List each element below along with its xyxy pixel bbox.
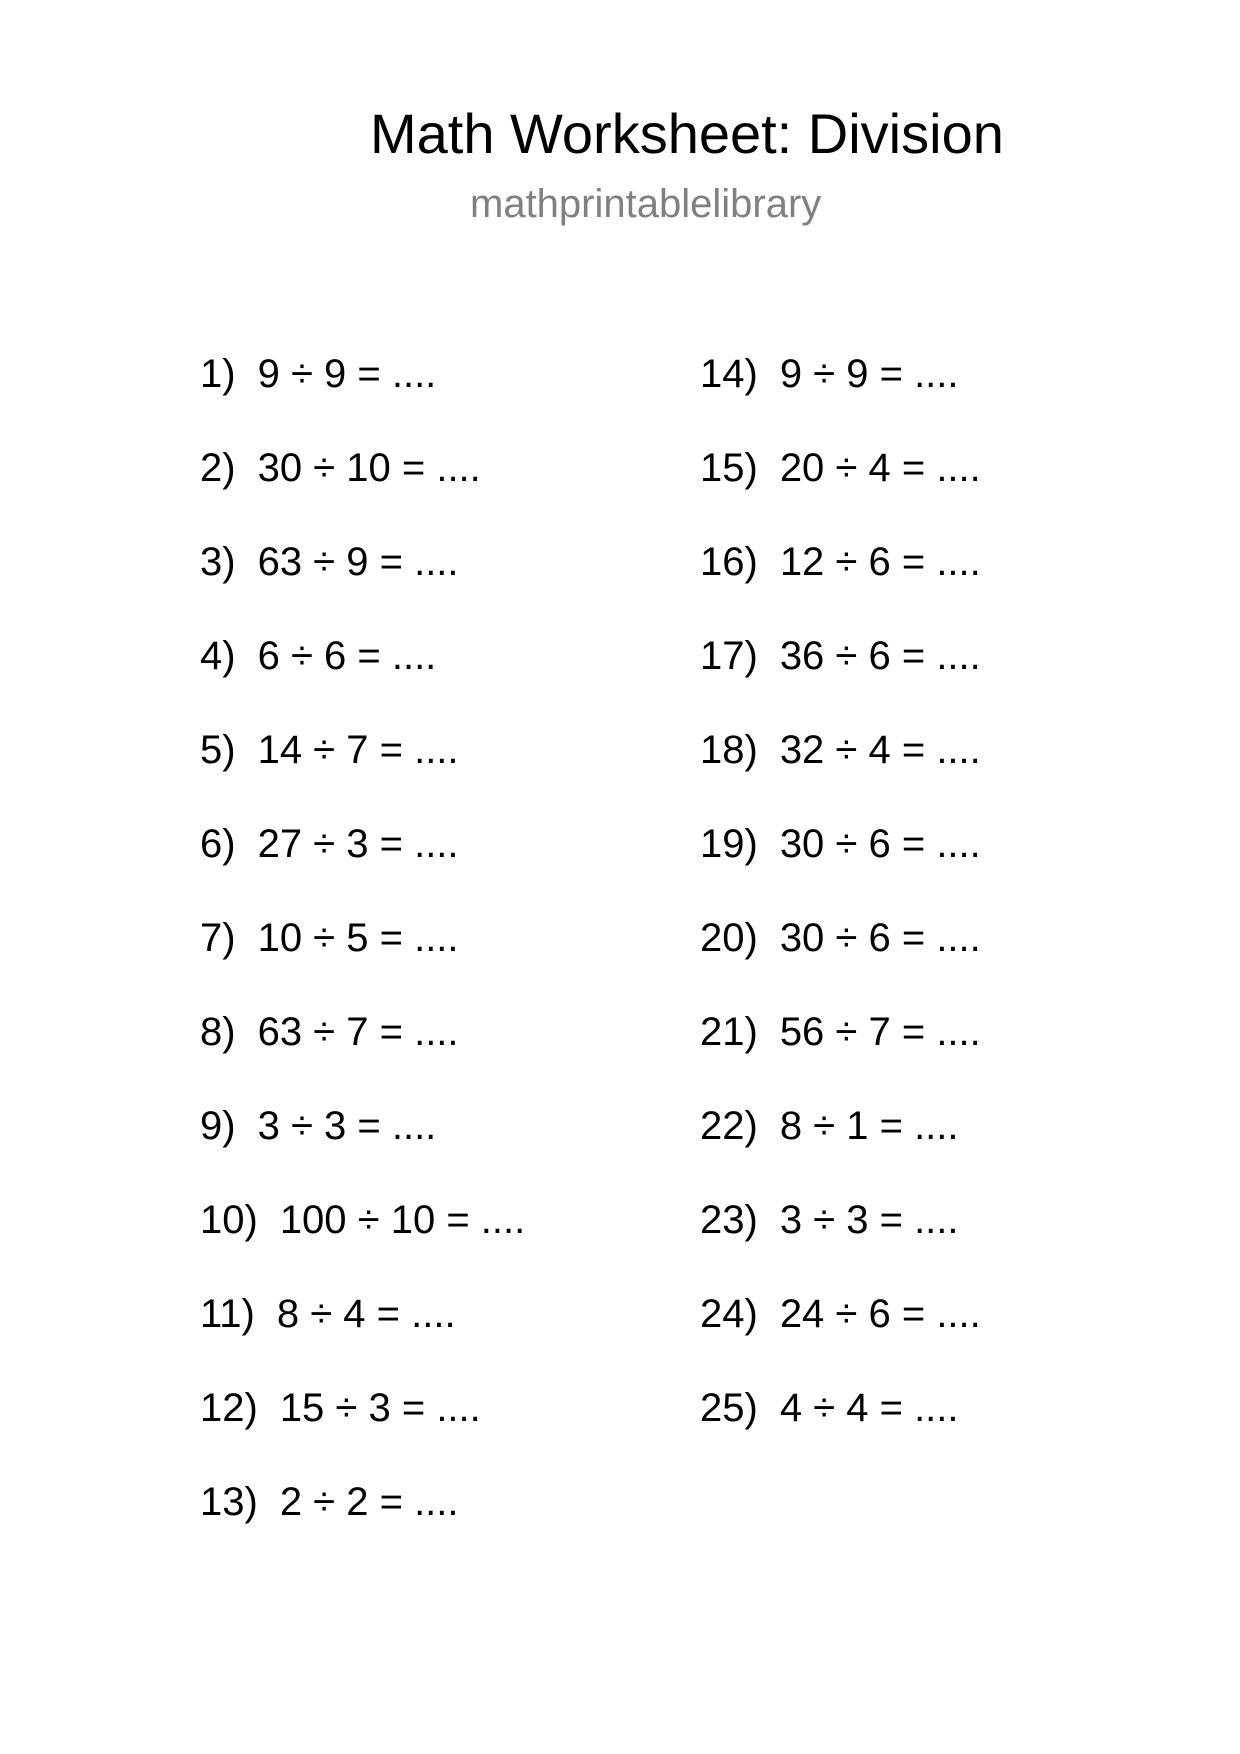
problem-number: 6) <box>200 822 236 866</box>
problem-item <box>700 725 981 819</box>
problem-number: 22) <box>700 1104 758 1148</box>
problem-expression: 30 ÷ 10 = .... <box>257 446 481 490</box>
problem-number: 20) <box>700 916 758 960</box>
problem-item <box>700 1007 981 1101</box>
problem-number: 21) <box>700 1010 758 1054</box>
problem-number: 14) <box>700 352 758 396</box>
problem-expression: 100 ÷ 10 = .... <box>279 1198 526 1242</box>
problem-expression: 63 ÷ 7 = .... <box>257 1010 459 1054</box>
problem-expression: 30 ÷ 6 = .... <box>779 822 981 866</box>
problem-expression: 63 ÷ 9 = .... <box>257 540 459 584</box>
problem-number: 8) <box>200 1010 236 1054</box>
problem-item <box>200 1477 525 1571</box>
problem-number: 15) <box>700 446 758 490</box>
problem-item <box>200 537 525 631</box>
problem-number: 3) <box>200 540 236 584</box>
problem-item <box>200 349 525 443</box>
problem-item <box>700 819 981 913</box>
problem-expression: 9 ÷ 9 = .... <box>257 352 437 396</box>
problem-item <box>700 1101 981 1195</box>
problem-item <box>200 1101 525 1195</box>
problem-expression: 6 ÷ 6 = .... <box>257 634 437 678</box>
problem-item <box>200 819 525 913</box>
problem-item <box>700 631 981 725</box>
problem-item <box>200 1195 525 1289</box>
problem-column-left <box>200 349 525 1571</box>
problem-expression: 8 ÷ 1 = .... <box>779 1104 959 1148</box>
problem-expression: 56 ÷ 7 = .... <box>779 1010 981 1054</box>
problem-expression: 15 ÷ 3 = .... <box>279 1386 481 1430</box>
problem-expression: 3 ÷ 3 = .... <box>257 1104 437 1148</box>
problem-expression: 24 ÷ 6 = .... <box>779 1292 981 1336</box>
problem-number: 16) <box>700 540 758 584</box>
problem-number: 5) <box>200 728 236 772</box>
problem-item <box>700 1383 981 1477</box>
problem-expression: 36 ÷ 6 = .... <box>779 634 981 678</box>
problem-number: 24) <box>700 1292 758 1336</box>
problem-number: 7) <box>200 916 236 960</box>
problem-expression: 4 ÷ 4 = .... <box>779 1386 959 1430</box>
problem-item <box>200 913 525 1007</box>
problem-number: 10) <box>200 1198 258 1242</box>
problem-expression: 10 ÷ 5 = .... <box>257 916 459 960</box>
problem-expression: 9 ÷ 9 = .... <box>779 352 959 396</box>
worksheet-subtitle: mathprintablelibrary <box>470 182 822 226</box>
problem-expression: 12 ÷ 6 = .... <box>779 540 981 584</box>
problem-item <box>200 1007 525 1101</box>
problem-number: 25) <box>700 1386 758 1430</box>
problem-expression: 30 ÷ 6 = .... <box>779 916 981 960</box>
problem-item <box>200 631 525 725</box>
problem-number: 2) <box>200 446 236 490</box>
problem-item <box>700 913 981 1007</box>
problem-expression: 2 ÷ 2 = .... <box>279 1480 459 1524</box>
problem-number: 11) <box>200 1292 255 1336</box>
problem-expression: 27 ÷ 3 = .... <box>257 822 459 866</box>
problem-item <box>700 1289 981 1383</box>
worksheet-title: Math Worksheet: Division <box>370 102 1004 165</box>
problem-column-right <box>700 349 981 1477</box>
problem-number: 23) <box>700 1198 758 1242</box>
problem-item <box>200 1289 525 1383</box>
problem-item <box>700 349 981 443</box>
problem-number: 1) <box>200 352 236 396</box>
problem-expression: 32 ÷ 4 = .... <box>779 728 981 772</box>
problem-item <box>700 537 981 631</box>
problem-number: 9) <box>200 1104 236 1148</box>
problem-number: 13) <box>200 1480 258 1524</box>
problem-expression: 8 ÷ 4 = .... <box>276 1292 456 1336</box>
problem-number: 19) <box>700 822 758 866</box>
problem-item <box>700 443 981 537</box>
problem-number: 4) <box>200 634 236 678</box>
problem-number: 12) <box>200 1386 258 1430</box>
problem-number: 18) <box>700 728 758 772</box>
problem-number: 17) <box>700 634 758 678</box>
problem-item <box>200 443 525 537</box>
problem-expression: 3 ÷ 3 = .... <box>779 1198 959 1242</box>
problem-item <box>200 725 525 819</box>
problem-item <box>200 1383 525 1477</box>
problem-expression: 20 ÷ 4 = .... <box>779 446 981 490</box>
problem-item <box>700 1195 981 1289</box>
problem-expression: 14 ÷ 7 = .... <box>257 728 459 772</box>
